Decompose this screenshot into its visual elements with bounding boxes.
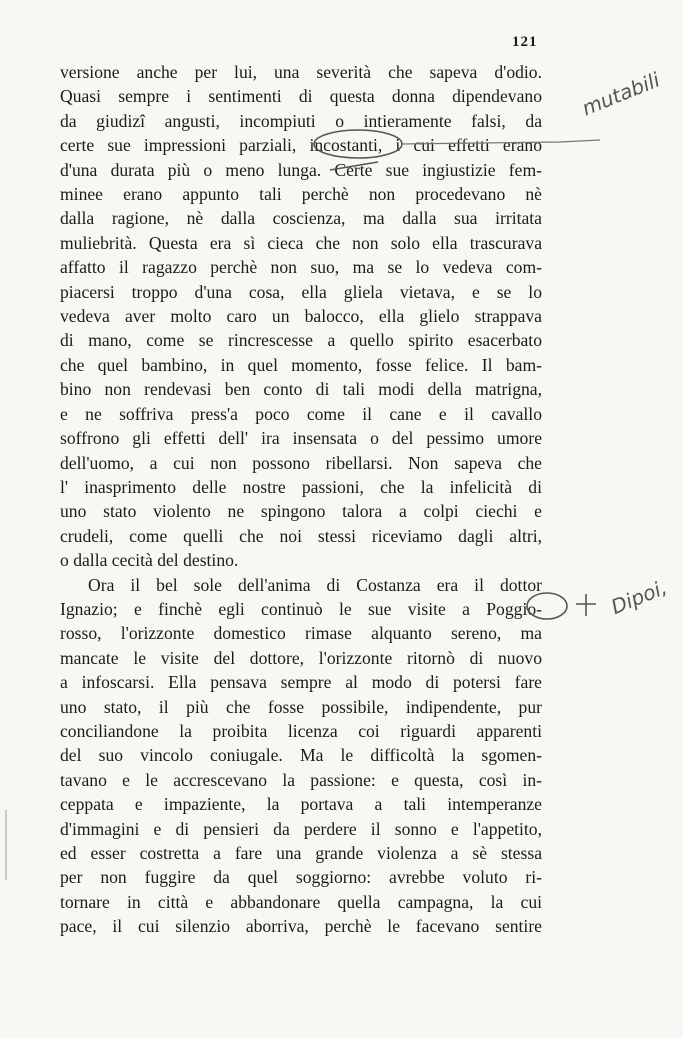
text-line: Ignazio; e finchè egli continuò le sue visite a Poggio- (60, 598, 542, 619)
text-line: l' inasprimento delle nostre passioni, che la infelicità di (60, 476, 542, 497)
text-line: bino non rendevasi ben conto di tali modi della matrigna, (60, 379, 542, 400)
cross-mark (576, 594, 596, 616)
text-line: certe sue impressioni parziali, incostanti, i cui effetti erano (60, 135, 542, 156)
text-line: crudeli, come quelli che noi stessi riceviamo dagli altri, (60, 525, 542, 546)
text-line: e ne soffriva press'a poco come il cane e il cavallo (60, 403, 542, 424)
text-line: Quasi sempre i sentimenti di questa donna dipendevano (60, 86, 542, 107)
text-line: di mano, come se rincrescesse a quello spirito esacerbato (60, 330, 542, 351)
margin-note-top: mutabili (578, 67, 664, 121)
text-line: versione anche per lui, una severità che sapeva d'odio. (60, 62, 542, 82)
text-line: Ora il bel sole dell'anima di Costanza era il dottor (88, 574, 542, 595)
text-line: dell'uomo, a cui non possono ribellarsi. Non sapeva che (60, 452, 542, 473)
text-line: minee erano appunto tali perchè non procedevano nè (60, 184, 542, 205)
text-line: che quel bambino, in quel momento, fosse felice. Il bam- (60, 354, 542, 375)
text-line: d'una durata più o meno lunga. Certe sue ingiustizie fem- (60, 159, 542, 180)
margin-note-middle: Dipoi, (607, 575, 671, 619)
text-line: uno stato, il più che fosse possibile, indipendente, pur (60, 696, 542, 717)
text-line: uno stato violento ne spingono talora a colpi ciechi e (60, 501, 542, 522)
body-text (60, 60, 542, 939)
text-line: mancate le visite del dottore, l'orizzonte ritornò di nuovo (60, 647, 542, 668)
text-line: tornare in città e abbandonare quella campagna, la cui (60, 891, 542, 912)
text-line: pace, il cui silenzio aborriva, perchè le facevano sentire (60, 916, 542, 937)
text-line: ceppata e impaziente, la portava a tali intemperanze (60, 794, 542, 815)
text-line: soffrono gli effetti dell' ira insensata o del pessimo umore (60, 428, 542, 449)
text-line: dalla ragione, nè dalla coscienza, ma dalla sua irritata (60, 208, 542, 229)
text-line: da giudizî angusti, incompiuti o intieramente falsi, da (60, 110, 542, 131)
text-line: affatto il ragazzo perchè non suo, ma se lo vedeva com- (60, 257, 542, 278)
text-line: o dalla cecità del destino. (60, 550, 239, 571)
text-line: piacersi troppo d'una cosa, ella gliela vietava, e se lo (60, 281, 542, 302)
text-line: per non fuggire da quel soggiorno: avrebbe voluto ri- (60, 867, 542, 888)
text-line: conciliandone la proibita licenza coi riguardi apparenti (60, 720, 542, 741)
text-line: ed esser costretta a fare una grande violenza a sè stessa (60, 843, 542, 863)
text-line: rosso, l'orizzonte domestico rimase alquanto sereno, ma (60, 623, 542, 644)
text-line: d'immagini e di pensieri da perdere il sonno e l'appetito, (60, 818, 542, 839)
page-number: 121 (512, 34, 538, 50)
text-line: a infoscarsi. Ella pensava sempre al modo di potersi fare (60, 672, 542, 693)
text-line: tavano e le accrescevano la passione: e questa, così in- (60, 769, 542, 790)
text-line: del suo vincolo coniugale. Ma le difficoltà la sgomen- (60, 745, 542, 766)
text-line: muliebrità. Questa era sì cieca che non solo ella trascurava (60, 232, 542, 253)
text-line: vedeva aver molto caro un balocco, ella glielo strappava (60, 306, 542, 327)
